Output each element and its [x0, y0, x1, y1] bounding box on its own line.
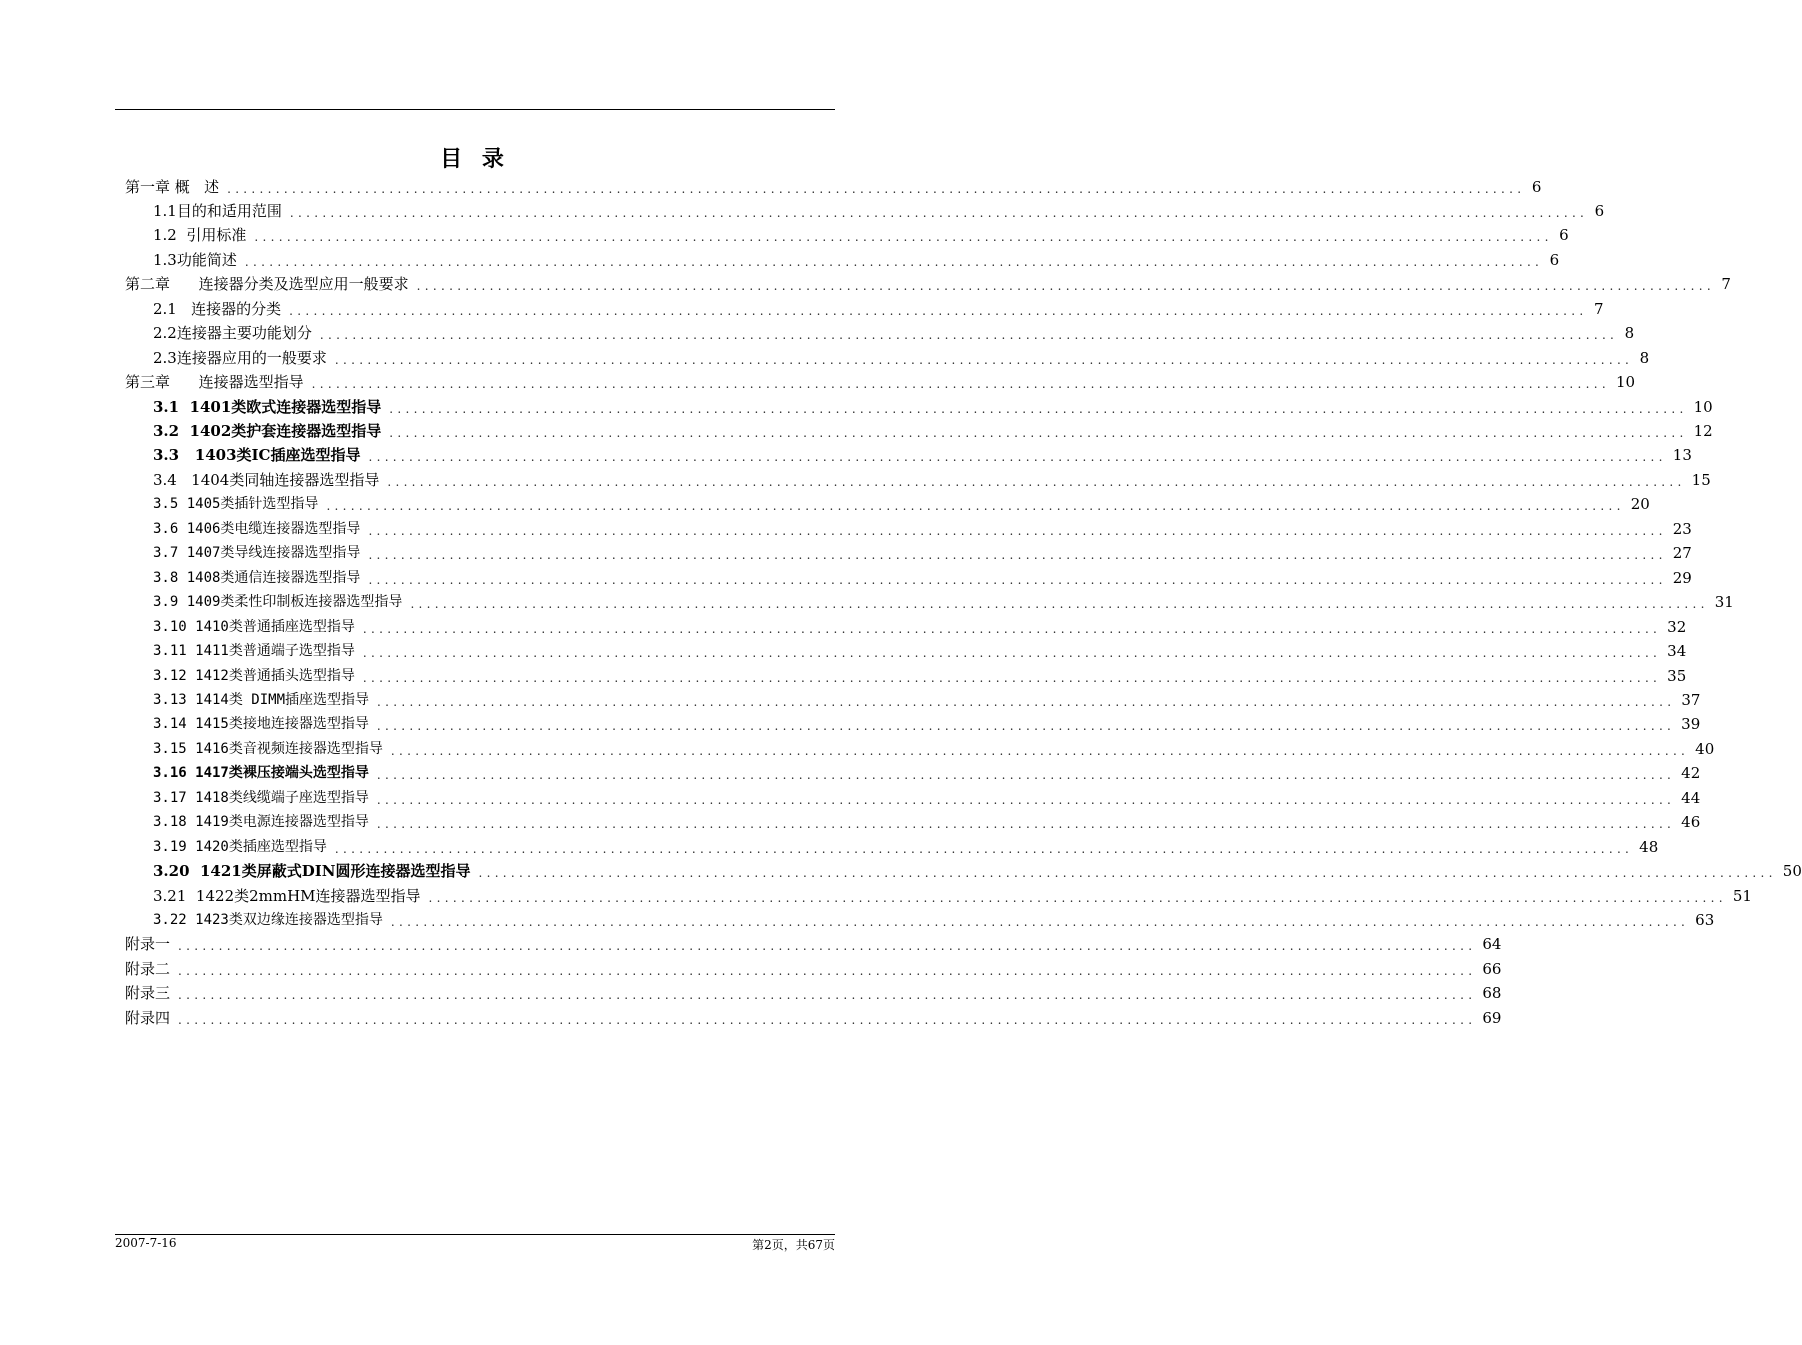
toc-dot-leader: ................................................................................................................................................................ [244, 254, 1544, 269]
toc-entry-label: 3.9 1409类柔性印制板连接器选型指导 [153, 594, 403, 611]
toc-dot-leader: ................................................................................................................................................................ [362, 670, 1662, 685]
toc-dot-leader: ................................................................................................................................................................ [389, 426, 1688, 440]
toc-entry-page: 6 [1559, 226, 1569, 245]
toc-entry-label: 3.11 1411类普通端子选型指导 [153, 643, 355, 660]
toc-dot-leader: ................................................................................................................................................................ [334, 841, 1634, 856]
toc-dot-leader: ................................................................................................................................................................ [368, 450, 1667, 465]
toc-dot-leader: ................................................................................................................................................................ [362, 621, 1662, 636]
toc-entry-page: 6 [1549, 250, 1560, 269]
toc-entry-label: 第三章 连接器选型指导 [125, 373, 304, 392]
footer-rule [115, 1234, 835, 1235]
toc-entry-label: 附录三 [125, 984, 171, 1003]
toc-dot-leader: ................................................................................................................................................................ [387, 474, 1686, 489]
toc-entry-page: 6 [1531, 177, 1542, 196]
toc-dot-leader: ................................................................................................................................................................ [376, 719, 1676, 734]
toc-entry[interactable] [153, 880, 1752, 905]
toc-dot-leader: ................................................................................................................................................................ [289, 303, 1588, 318]
toc-entry-page: 15 [1691, 470, 1711, 489]
toc-entry-page: 42 [1681, 764, 1701, 783]
toc-entry-page: 7 [1593, 299, 1604, 318]
toc-entry-label: 3.16 1417类裸压接端头选型指导 [153, 765, 369, 782]
toc-entry-label: 3.19 1420类插座选型指导 [153, 838, 327, 855]
toc-entry-page: 8 [1624, 324, 1635, 343]
toc-entry-label: 3.2 1402类护套连接器选型指导 [153, 422, 382, 440]
toc-entry[interactable] [153, 244, 1560, 269]
footer-page-number: 第2页，共67页 [752, 1238, 835, 1252]
toc-entry-label: 1.1目的和适用范围 [153, 201, 282, 220]
toc-entry-page: 51 [1732, 886, 1752, 905]
toc-dot-leader: ................................................................................................................................................................ [311, 377, 1610, 392]
toc-entry-page: 64 [1482, 935, 1502, 954]
toc-dot-leader: ................................................................................................................................................................ [227, 181, 1526, 196]
toc-entry-page: 34 [1667, 642, 1687, 661]
toc-entry-page: 46 [1681, 813, 1701, 832]
toc-entry-label: 3.4 1404类同轴连接器选型指导 [153, 470, 380, 489]
toc-entry[interactable] [153, 709, 1701, 734]
toc-dot-leader: ................................................................................................................................................................ [326, 499, 1625, 514]
toc-entry[interactable] [125, 269, 1731, 294]
toc-entry[interactable] [125, 953, 1502, 978]
toc-dot-leader: ................................................................................................................................................................ [178, 1012, 1477, 1027]
toc-entry[interactable] [125, 171, 1542, 196]
toc-dot-leader: ................................................................................................................................................................ [376, 817, 1676, 832]
toc-entry[interactable] [125, 978, 1502, 1003]
toc-entry[interactable] [153, 440, 1692, 465]
toc-entry-label: 3.12 1412类普通插头选型指导 [153, 667, 355, 684]
toc-entry[interactable] [153, 758, 1701, 783]
toc-entry-page: 31 [1714, 593, 1734, 612]
toc-entry-page: 8 [1639, 348, 1650, 367]
toc-entry-page: 66 [1482, 959, 1502, 978]
toc-dot-leader: ................................................................................................................................................................ [428, 890, 1727, 905]
toc-entry[interactable] [153, 391, 1713, 416]
toc-entry-label: 3.14 1415类接地连接器选型指导 [153, 716, 369, 733]
toc-entry-label: 第一章 概 述 [125, 177, 220, 196]
toc-entry-page: 20 [1630, 495, 1650, 514]
toc-title: 目 录 [440, 147, 510, 172]
toc-entry[interactable] [153, 660, 1687, 685]
toc-entry-label: 附录四 [125, 1008, 171, 1027]
toc-dot-leader: ................................................................................................................................................................ [390, 915, 1690, 929]
toc-entry-page: 35 [1667, 666, 1687, 685]
toc-dot-leader: ................................................................................................................................................................ [178, 963, 1477, 978]
toc-entry-page: 27 [1672, 544, 1692, 563]
toc-entry-label: 附录二 [125, 959, 171, 978]
toc-dot-leader: ................................................................................................................................................................ [368, 548, 1667, 563]
toc-entry[interactable] [153, 684, 1701, 709]
toc-entry-page: 39 [1681, 715, 1701, 734]
toc-entry[interactable] [153, 318, 1635, 343]
toc-entry[interactable] [153, 782, 1701, 807]
toc-entry-label: 3.15 1416类音视频连接器选型指导 [153, 740, 383, 757]
toc-entry[interactable] [153, 733, 1715, 758]
toc-entry-label: 附录一 [125, 935, 171, 954]
toc-dot-leader: ................................................................................................................................................................ [362, 646, 1662, 661]
toc-dot-leader: ................................................................................................................................................................ [376, 768, 1676, 783]
toc-entry-label: 3.13 1414类 DIMM插座选型指导 [153, 691, 370, 708]
toc-dot-leader: ................................................................................................................................................................ [368, 523, 1667, 538]
toc-entry[interactable] [153, 807, 1701, 832]
toc-entry-page: 7 [1721, 275, 1731, 294]
toc-entry-label: 第二章 连接器分类及选型应用一般要求 [125, 275, 409, 294]
toc-entry[interactable] [153, 636, 1687, 661]
toc-entry-page: 63 [1695, 911, 1715, 929]
toc-dot-leader: ................................................................................................................................................................ [254, 230, 1553, 245]
toc-entry-page: 23 [1672, 519, 1692, 538]
toc-entry-label: 2.3连接器应用的一般要求 [153, 348, 327, 367]
toc-entry-label: 3.22 1423类双边缘连接器选型指导 [153, 912, 383, 928]
toc-entry-label: 3.20 1421类屏蔽式DIN圆形连接器选型指导 [153, 862, 471, 881]
toc-entry-label: 3.17 1418类线缆端子座选型指导 [153, 789, 369, 806]
toc-entry-label: 3.7 1407类导线连接器选型指导 [153, 545, 361, 562]
toc-entry-label: 3.10 1410类普通插座选型指导 [153, 618, 355, 635]
toc-entry[interactable] [153, 905, 1715, 930]
toc-entry-page: 48 [1639, 837, 1659, 856]
toc-entry-label: 3.3 1403类IC插座选型指导 [153, 446, 361, 465]
toc-entry-page: 69 [1482, 1008, 1502, 1027]
toc-entry-label: 1.3功能简述 [153, 250, 237, 269]
toc-dot-leader: ................................................................................................................................................................ [389, 401, 1688, 416]
toc-entry-page: 68 [1482, 984, 1502, 1003]
toc-entry-page: 6 [1594, 201, 1605, 220]
toc-entry-page: 37 [1681, 690, 1701, 709]
toc-entry-page: 13 [1672, 446, 1692, 465]
toc-entry-label: 3.8 1408类通信连接器选型指导 [153, 569, 361, 586]
toc-dot-leader: ................................................................................................................................................................ [377, 694, 1676, 709]
toc-entry[interactable] [125, 367, 1636, 392]
toc-entry-label: 3.18 1419类电源连接器选型指导 [153, 814, 369, 831]
header-rule [115, 109, 835, 110]
footer-date: 2007-7-16 [115, 1236, 177, 1250]
toc-entry[interactable] [153, 831, 1659, 856]
toc-dot-leader: ................................................................................................................................................................ [478, 866, 1777, 881]
toc-dot-leader: ................................................................................................................................................................ [368, 572, 1667, 587]
toc-entry[interactable] [153, 464, 1711, 489]
toc-entry-page: 32 [1667, 617, 1687, 636]
toc-dot-leader: ................................................................................................................................................................ [410, 597, 1709, 612]
toc-entry-page: 50 [1782, 862, 1802, 881]
toc-entry-label: 1.2 引用标准 [153, 226, 247, 245]
toc-entry-label: 3.5 1405类插针选型指导 [153, 496, 319, 513]
toc-entry[interactable] [153, 220, 1569, 245]
toc-entry-page: 10 [1693, 397, 1713, 416]
toc-entry[interactable] [153, 416, 1713, 441]
toc-dot-leader: ................................................................................................................................................................ [334, 352, 1634, 367]
toc-entry-page: 12 [1693, 422, 1713, 440]
toc-entry[interactable] [125, 1002, 1502, 1027]
toc-dot-leader: ................................................................................................................................................................ [376, 792, 1676, 807]
toc-entry[interactable] [153, 342, 1650, 367]
toc-entry-page: 40 [1695, 739, 1715, 758]
toc-entry[interactable] [153, 195, 1605, 220]
toc-entry[interactable] [153, 562, 1692, 587]
toc-entry-label: 3.21 1422类2mmHM连接器选型指导 [153, 886, 421, 905]
toc-entry[interactable] [153, 293, 1604, 318]
toc-dot-leader: ................................................................................................................................................................ [178, 988, 1477, 1003]
toc-entry-label: 2.2连接器主要功能划分 [153, 324, 312, 343]
toc-entry[interactable] [153, 513, 1692, 538]
toc-entry-label: 3.1 1401类欧式连接器选型指导 [153, 397, 382, 416]
toc-entry-page: 10 [1615, 373, 1636, 392]
toc-entry[interactable] [125, 929, 1502, 954]
toc-dot-leader: ................................................................................................................................................................ [178, 939, 1477, 954]
toc-entry[interactable] [153, 489, 1650, 514]
toc-dot-leader: ................................................................................................................................................................ [416, 279, 1715, 294]
toc-entry-page: 44 [1681, 788, 1701, 807]
toc-dot-leader: ................................................................................................................................................................ [289, 205, 1589, 220]
toc-entry-page: 29 [1672, 568, 1692, 587]
toc-entry-label: 3.6 1406类电缆连接器选型指导 [153, 520, 361, 537]
toc-dot-leader: ................................................................................................................................................................ [319, 328, 1619, 343]
toc-entry-label: 2.1 连接器的分类 [153, 299, 282, 318]
toc-entry[interactable] [153, 587, 1734, 612]
toc-entry[interactable] [153, 538, 1692, 563]
toc-entry[interactable] [153, 611, 1687, 636]
toc-entry[interactable] [153, 856, 1802, 881]
toc-dot-leader: ................................................................................................................................................................ [390, 743, 1690, 758]
